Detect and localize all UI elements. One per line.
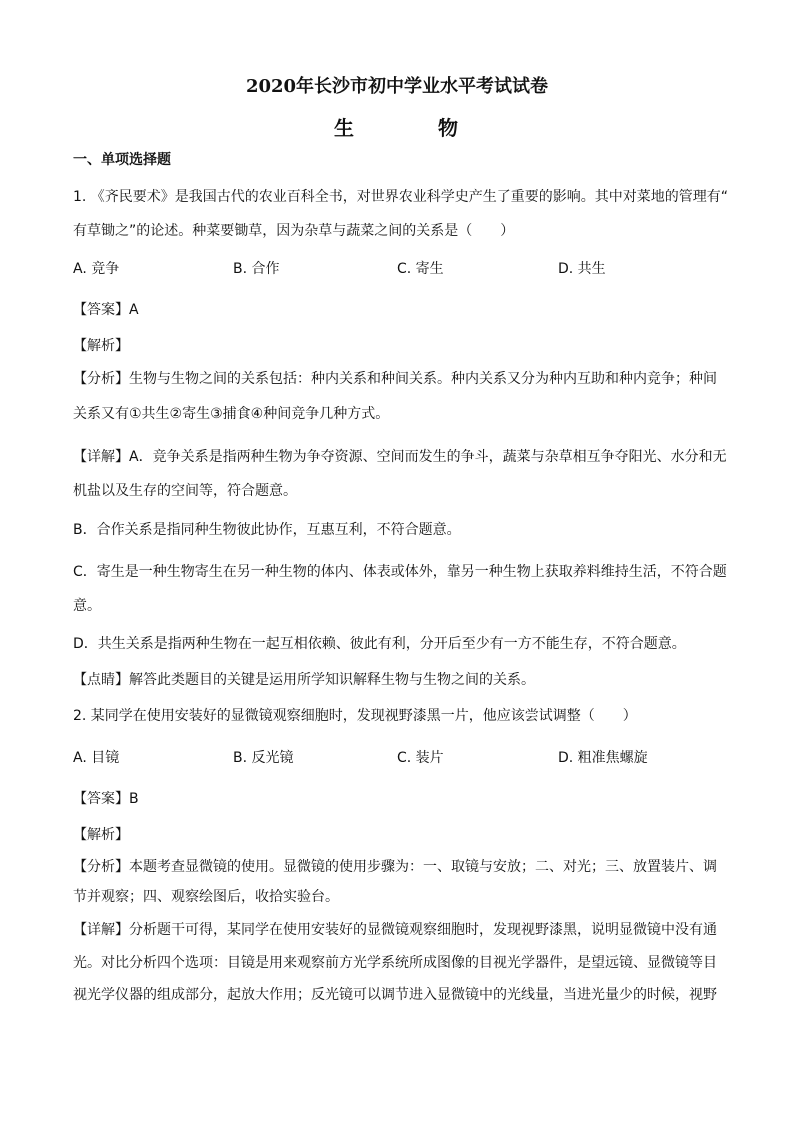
q1-stem-line1: 1. 《齐民要术》是我国古代的农业百科全书，对世界农业科学史产生了重要的影响。其中对菜地的管理有“ <box>73 189 729 205</box>
section-heading: 一、单项选择题 <box>73 152 171 168</box>
q2-fenxi-line1: 【分析】本题考查显微镜的使用。显微镜的使用步骤为：一、取镜与安放；二、对光；三、放置装片、调 <box>73 859 717 875</box>
q2-answer: 【答案】B <box>73 791 139 807</box>
subject-char-left: 生 <box>334 116 356 140</box>
q1-dianjing: 【点睛】解答此类题目的关键是运用所学知识解释生物与生物之间的关系。 <box>73 672 535 688</box>
q1-detail-d: D．共生关系是指两种生物在一起互相依赖、彼此有利，分开后至少有一方不能生存，不符合题意。 <box>73 636 686 652</box>
q1-stem-line2: 有草锄之”的论述。种菜要锄草，因为杂草与蔬菜之间的关系是（ ） <box>73 223 515 239</box>
q2-detail-line1: 【详解】分析题干可得，某同学在使用安装好的显微镜观察细胞时，发现视野漆黑，说明显微镜中没有通 <box>73 922 717 938</box>
q1-fenxi-line2: 关系又有①共生②寄生③捕食④种间竞争几种方式。 <box>73 406 390 422</box>
q1-option-a: A. 竞争 <box>73 261 120 277</box>
q1-detail-line2: 机盐以及生存的空间等，符合题意。 <box>73 483 297 499</box>
q1-detail-c-line1: C．寄生是一种生物寄生在另一种生物的体内、体表或体外，靠另一种生物上获取养料维持生活，不符合题 <box>73 564 727 580</box>
q1-option-c: C. 寄生 <box>397 261 444 277</box>
q1-fenxi-line1: 【分析】生物与生物之间的关系包括：种内关系和种间关系。种内关系又分为种内互助和种内竞争；种间 <box>73 371 717 387</box>
q2-stem: 2. 某同学在使用安装好的显微镜观察细胞时，发现视野漆黑一片，他应该尝试调整（ ） <box>73 708 637 724</box>
q1-detail-c-line2: 意。 <box>73 598 101 614</box>
q1-answer: 【答案】A <box>73 302 139 318</box>
q1-analysis-heading: 【解析】 <box>73 338 129 354</box>
subject-title <box>0 112 794 141</box>
exam-title: 2020年长沙市初中学业水平考试试卷 <box>245 76 549 97</box>
q1-detail-line1: 【详解】A．竞争关系是指两种生物为争夺资源、空间而发生的争斗，蔬菜与杂草相互争夺阳光、水分和无 <box>73 449 727 465</box>
q2-option-a: A. 目镜 <box>73 750 120 766</box>
q2-option-d: D. 粗准焦螺旋 <box>558 750 648 766</box>
q2-detail-line2: 光。对比分析四个选项：目镜是用来观察前方光学系统所成图像的目视光学器件，是望远镜、显微镜等目 <box>73 955 717 971</box>
q2-analysis-heading: 【解析】 <box>73 827 129 843</box>
q2-fenxi-line2: 节并观察；四、观察绘图后，收拾实验台。 <box>73 889 339 905</box>
subject-char-right: 物 <box>438 116 460 140</box>
q2-option-c: C. 装片 <box>397 750 444 766</box>
q2-option-b: B. 反光镜 <box>233 750 294 766</box>
q1-detail-b: B．合作关系是指同种生物彼此协作，互惠互利，不符合题意。 <box>73 522 461 538</box>
q1-option-b: B. 合作 <box>233 261 280 277</box>
q2-detail-line3: 视光学仪器的组成部分，起放大作用；反光镜可以调节进入显微镜中的光线量，当进光量少的时候，视野 <box>73 987 717 1003</box>
q1-option-d: D. 共生 <box>558 261 606 277</box>
